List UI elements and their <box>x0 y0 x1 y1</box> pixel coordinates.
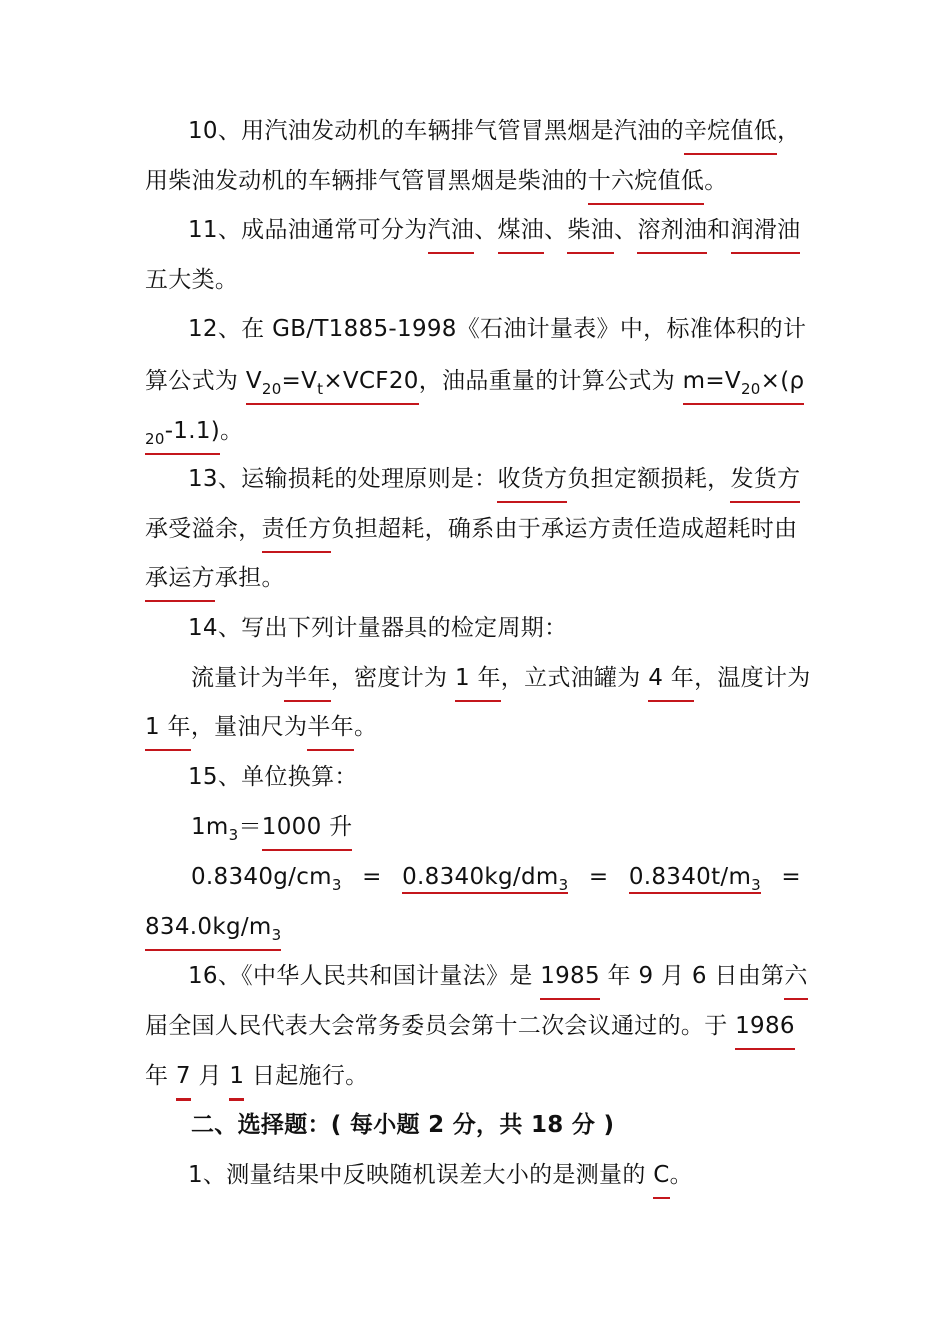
q16-text-6: 日起施行。 <box>244 1063 369 1089</box>
q13-line-2 <box>145 512 815 546</box>
q12-l3-ans: -1.1) <box>164 418 221 444</box>
q14-text: 14、写出下列计量器具的检定周期： <box>188 615 568 641</box>
mc1-text: 1、测量结果中反映随机误差大小的是测量的 <box>188 1162 654 1188</box>
q11-answer-5: 润滑油 <box>731 217 801 254</box>
q12-formula-2 <box>683 368 805 405</box>
mc1-answer: C <box>653 1162 669 1199</box>
q12-f1-sub: 20 <box>261 380 282 398</box>
q16-answer-5: 1 <box>229 1063 244 1101</box>
q15-answer-3 <box>629 860 761 894</box>
q15-eq-3: = <box>781 864 801 890</box>
q13-answer-2: 发货方 <box>730 466 800 503</box>
q13-text: 13、运输损耗的处理原则是： <box>188 466 498 492</box>
q14-text-2: 流量计为 <box>191 665 285 691</box>
q14-text-4: ，立式油罐为 <box>500 665 649 691</box>
section-2-title: 二、选择题：( 每小题 2 分，共 18 分 ) <box>191 1112 615 1138</box>
q13-text-2: 承受溢余， <box>145 516 262 542</box>
q16-text-2: 年 9 月 6 日由第 <box>599 963 785 989</box>
q10-line-1 <box>188 114 858 148</box>
q15-answer-4-text: 834.0kg/m <box>145 914 272 940</box>
q11-text: 11、成品油通常可分为 <box>188 217 428 243</box>
q15-eq: ＝ <box>238 814 262 840</box>
q11-sep: 和 <box>707 217 731 243</box>
q12-punct: 。 <box>220 418 244 444</box>
q14-text-6: ，量油尺为 <box>190 714 308 740</box>
q14-answer-1: 半年 <box>284 665 331 702</box>
q15-eq-2: = <box>588 864 609 890</box>
q13-text-3: 负担超耗，确系由于承运方责任造成超耗时由 <box>331 516 798 542</box>
q15-val-1-sub: 3 <box>331 876 342 894</box>
q11-text-2: 五大类。 <box>145 267 239 293</box>
q12-f2-m: m=V <box>682 368 741 394</box>
q15-answer-3-sub: 3 <box>751 876 762 894</box>
q16-text: 16、《中华人民共和国计量法》是 <box>188 963 541 989</box>
q13-line-1 <box>188 462 858 496</box>
q14-text-5: ，温度计为 <box>694 665 811 691</box>
mc1-line <box>188 1158 858 1192</box>
q11-answer-2: 煤油 <box>498 217 545 254</box>
q10-line-2 <box>145 164 815 198</box>
q15-line-1 <box>188 760 858 794</box>
q12-formula-2-cont <box>145 418 220 455</box>
q14-text-3: ，密度计为 <box>330 665 455 691</box>
q14-line-2 <box>191 661 861 695</box>
q16-text-5: 月 <box>190 1063 230 1089</box>
q15-answer-2-text: 0.8340kg/dm <box>402 864 559 890</box>
q15-eq-1: = <box>362 864 382 890</box>
q13-answer-4: 承运方 <box>145 565 215 602</box>
q11-answer-1: 汽油 <box>428 217 475 254</box>
q11-line-2 <box>145 263 815 297</box>
q15-val-1-text: 0.8340g/cm <box>191 864 332 890</box>
q12-line-3 <box>145 414 815 448</box>
q13-text-mid: 负担定额损耗， <box>567 466 731 492</box>
q12-line-1 <box>188 312 858 346</box>
q10-punct-2: 。 <box>704 168 728 194</box>
q10-answer-1: 辛烷值低 <box>684 118 777 155</box>
q12-formula-1 <box>246 368 419 405</box>
q15-unit: 1m <box>191 814 229 840</box>
q16-text-4: 年 <box>145 1063 176 1089</box>
q15-answer-1: 1000 升 <box>262 814 353 851</box>
q14-answer-3: 4 年 <box>648 665 694 702</box>
q15-answer-4 <box>145 914 281 951</box>
q15-answer-4-sub: 3 <box>271 926 282 944</box>
q16-answer-4: 7 <box>176 1063 191 1101</box>
q16-text-3: 届全国人民代表大会常务委员会第十二次会议通过的。于 <box>145 1013 736 1039</box>
q15-line-3 <box>191 860 801 894</box>
q16-line-2 <box>145 1009 815 1043</box>
q15-val-1 <box>191 860 342 894</box>
q11-sep: 、 <box>544 217 568 243</box>
q10-text: 10、用汽油发动机的车辆排气管冒黑烟是汽油的 <box>188 118 684 144</box>
q12-f2-sub: 20 <box>740 380 761 398</box>
q11-line-1 <box>188 213 858 247</box>
q13-text-4: 承担。 <box>214 565 285 591</box>
q14-line-1 <box>188 611 858 645</box>
q10-text-2: 用柴油发动机的车辆排气管冒黑烟是柴油的 <box>145 168 588 194</box>
q13-answer-1: 收货方 <box>497 466 567 503</box>
q11-sep: 、 <box>474 217 498 243</box>
q12-text-3: ，油品重量的计算公式为 <box>418 368 683 394</box>
q14-answer-4: 1 年 <box>145 714 191 751</box>
q16-line-1 <box>188 959 858 993</box>
q16-line-3 <box>145 1059 815 1093</box>
q13-line-3 <box>145 561 815 595</box>
q12-f1-v: V <box>245 368 262 394</box>
q12-text: 12、在 GB/T1885-1998《石油计量表》中，标准体积的计 <box>188 316 807 342</box>
q15-line-4 <box>145 910 815 944</box>
section-2-heading <box>191 1108 861 1142</box>
q12-text-2: 算公式为 <box>145 368 246 394</box>
mc1-punct: 。 <box>669 1162 693 1188</box>
q15-answer-3-text: 0.8340t/m <box>628 864 752 890</box>
q11-answer-3: 柴油 <box>567 217 614 254</box>
q11-answer-4: 溶剂油 <box>637 217 707 254</box>
q12-l3-sub: 20 <box>145 430 165 448</box>
q12-f1-eq: =V <box>281 368 318 394</box>
q12-f2-rest: ×(ρ <box>760 368 805 394</box>
q14-answer-5: 半年 <box>307 714 354 751</box>
q15-answer-2 <box>402 860 568 894</box>
q14-line-3 <box>145 710 815 744</box>
q14-punct: 。 <box>353 714 378 740</box>
q10-punct: ， <box>777 118 801 144</box>
q16-answer-3: 1986 <box>735 1013 795 1050</box>
q15-text: 15、单位换算： <box>188 764 358 790</box>
q15-line-2 <box>191 810 861 844</box>
q11-sep: 、 <box>614 217 638 243</box>
q10-answer-2: 十六烷值低 <box>588 168 705 205</box>
q12-f1-t: t <box>317 380 324 398</box>
q16-answer-2: 六 <box>784 963 807 1000</box>
q13-answer-3: 责任方 <box>262 516 332 553</box>
q14-answer-2: 1 年 <box>455 665 501 702</box>
q12-f1-rest: ×VCF20 <box>323 368 419 394</box>
q15-unit-sub: 3 <box>228 826 239 844</box>
q16-answer-1: 1985 <box>540 963 600 1000</box>
q15-answer-2-sub: 3 <box>558 876 569 894</box>
q12-line-2 <box>145 364 815 398</box>
